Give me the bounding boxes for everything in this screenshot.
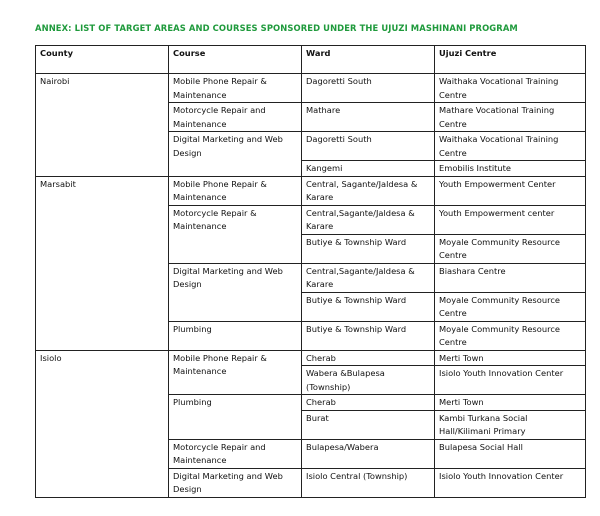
course-cell: Motorcycle Repair & Maintenance — [169, 205, 302, 263]
table-row — [36, 74, 586, 103]
annex-table — [35, 45, 586, 498]
county-cell: Marsabit — [36, 176, 169, 350]
header-county: County — [36, 46, 169, 74]
ward-cell: Dagoretti South — [302, 132, 435, 161]
ward-cell: Kangemi — [302, 161, 435, 177]
ward-cell: Butiye & Township Ward — [302, 321, 435, 350]
centre-cell: Merti Town — [435, 395, 586, 411]
ward-cell: Central, Sagante/Jaldesa & Karare — [302, 176, 435, 205]
course-cell: Digital Marketing and Web Design — [169, 263, 302, 321]
ward-cell: Wabera &Bulapesa (Township) — [302, 366, 435, 395]
course-cell: Motorcycle Repair and Maintenance — [169, 103, 302, 132]
ward-cell: Isiolo Central (Township) — [302, 468, 435, 497]
ward-cell: Butiye & Township Ward — [302, 292, 435, 321]
course-cell: Mobile Phone Repair & Maintenance — [169, 350, 302, 395]
ward-cell: Cherab — [302, 395, 435, 411]
ward-cell: Dagoretti South — [302, 74, 435, 103]
course-cell: Plumbing — [169, 321, 302, 350]
course-cell: Digital Marketing and Web Design — [169, 132, 302, 177]
centre-cell: Biashara Centre — [435, 263, 586, 292]
centre-cell: Emobilis Institute — [435, 161, 586, 177]
ward-cell: Mathare — [302, 103, 435, 132]
centre-cell: Youth Empowerment center — [435, 205, 586, 234]
ward-cell: Burat — [302, 410, 435, 439]
course-cell: Mobile Phone Repair & Maintenance — [169, 176, 302, 205]
centre-cell: Moyale Community Resource Centre — [435, 321, 586, 350]
county-cell: Nairobi — [36, 74, 169, 177]
centre-cell: Moyale Community Resource Centre — [435, 234, 586, 263]
ward-cell: Butiye & Township Ward — [302, 234, 435, 263]
annex-title: ANNEX: LIST OF TARGET AREAS AND COURSES SPONSORED UNDER THE UJUZI MASHINANI PROGRAM — [35, 23, 518, 33]
header-ujuzi-centre: Ujuzi Centre — [435, 46, 586, 74]
header-row — [36, 46, 586, 74]
centre-cell: Bulapesa Social Hall — [435, 439, 586, 468]
header-course: Course — [169, 46, 302, 74]
centre-cell: Mathare Vocational Training Centre — [435, 103, 586, 132]
centre-cell: Kambi Turkana Social Hall/Kilimani Primary — [435, 410, 586, 439]
county-cell: Isiolo — [36, 350, 169, 497]
table-row — [36, 176, 586, 205]
centre-cell: Moyale Community Resource Centre — [435, 292, 586, 321]
centre-cell: Youth Empowerment Center — [435, 176, 586, 205]
ward-cell: Cherab — [302, 350, 435, 366]
centre-cell: Merti Town — [435, 350, 586, 366]
centre-cell: Isiolo Youth Innovation Center — [435, 468, 586, 497]
centre-cell: Waithaka Vocational Training Centre — [435, 132, 586, 161]
ward-cell: Central,Sagante/Jaldesa & Karare — [302, 205, 435, 234]
course-cell: Plumbing — [169, 395, 302, 440]
table-row — [36, 350, 586, 366]
course-cell: Mobile Phone Repair & Maintenance — [169, 74, 302, 103]
ward-cell: Central,Sagante/Jaldesa & Karare — [302, 263, 435, 292]
course-cell: Digital Marketing and Web Design — [169, 468, 302, 497]
centre-cell: Isiolo Youth Innovation Center — [435, 366, 586, 395]
centre-cell: Waithaka Vocational Training Centre — [435, 74, 586, 103]
header-ward: Ward — [302, 46, 435, 74]
course-cell: Motorcycle Repair and Maintenance — [169, 439, 302, 468]
ward-cell: Bulapesa/Wabera — [302, 439, 435, 468]
